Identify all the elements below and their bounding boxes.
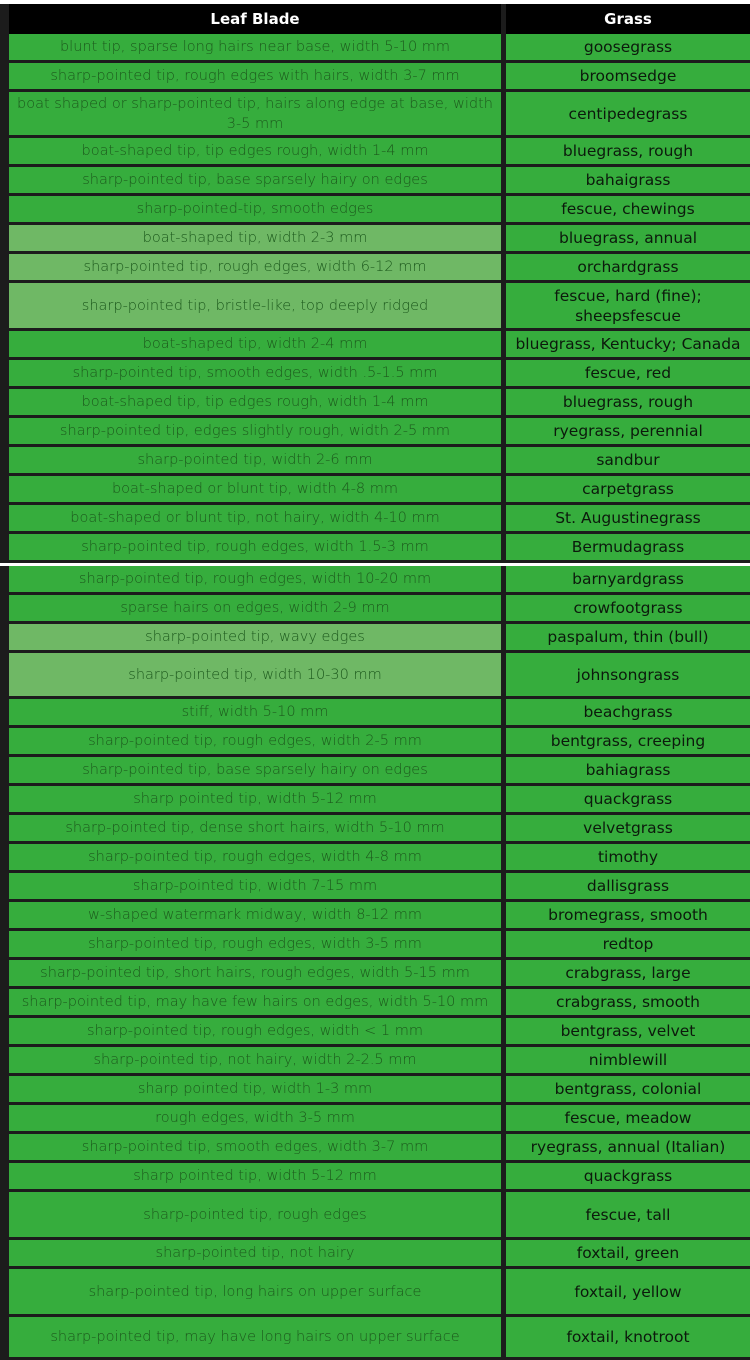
leaf-blade-cell: sharp-pointed tip, bristle-like, top deeply ridged xyxy=(9,283,501,328)
leaf-blade-cell: boat-shaped tip, tip edges rough, width 1-4 mm xyxy=(9,138,501,164)
table-row xyxy=(0,1317,750,1360)
grass-cell: crabgrass, large xyxy=(506,960,750,986)
leaf-blade-cell: sharp-pointed tip, wavy edges xyxy=(9,624,501,650)
table-row xyxy=(0,1134,750,1163)
grass-cell: foxtail, yellow xyxy=(506,1269,750,1314)
table-row xyxy=(0,331,750,360)
grass-cell: timothy xyxy=(506,844,750,870)
table-row xyxy=(0,1047,750,1076)
leaf-blade-cell: sparse hairs on edges, width 2-9 mm xyxy=(9,595,501,621)
table-row xyxy=(0,476,750,505)
table-row xyxy=(0,225,750,254)
table-row xyxy=(0,196,750,225)
leaf-blade-cell: sharp-pointed tip, not hairy xyxy=(9,1240,501,1266)
leaf-blade-cell: sharp-pointed tip, rough edges with hairs, width 3-7 mm xyxy=(9,63,501,89)
grass-cell: fescue, hard (fine); sheepsfescue xyxy=(506,283,750,328)
leaf-blade-cell: sharp-pointed tip, rough edges, width 3-5 mm xyxy=(9,931,501,957)
leaf-blade-cell: rough edges, width 3-5 mm xyxy=(9,1105,501,1131)
grass-cell: barnyardgrass xyxy=(506,566,750,592)
table-row xyxy=(0,960,750,989)
leaf-blade-cell: boat-shaped tip, tip edges rough, width 1-4 mm xyxy=(9,389,501,415)
grass-cell: bluegrass, annual xyxy=(506,225,750,251)
grass-cell: velvetgrass xyxy=(506,815,750,841)
leaf-blade-cell: boat shaped or sharp-pointed tip, hairs along edge at base, width 3-5 mm xyxy=(9,92,501,135)
grass-cell: bentgrass, velvet xyxy=(506,1018,750,1044)
grass-cell: johnsongrass xyxy=(506,653,750,696)
grass-cell: goosegrass xyxy=(506,34,750,60)
leaf-blade-cell: sharp-pointed tip, may have long hairs on upper surface xyxy=(9,1317,501,1357)
leaf-blade-cell: sharp-pointed tip, may have few hairs on edges, width 5-10 mm xyxy=(9,989,501,1015)
leaf-blade-cell: sharp-pointed tip, dense short hairs, width 5-10 mm xyxy=(9,815,501,841)
grass-cell: crowfootgrass xyxy=(506,595,750,621)
leaf-blade-cell: sharp-pointed tip, rough edges, width < 1 mm xyxy=(9,1018,501,1044)
table-row xyxy=(0,1018,750,1047)
table-row xyxy=(0,418,750,447)
grass-cell: bluegrass, Kentucky; Canada xyxy=(506,331,750,357)
table-row xyxy=(0,873,750,902)
grass-cell: crabgrass, smooth xyxy=(506,989,750,1015)
table-row xyxy=(0,566,750,595)
table-row xyxy=(0,786,750,815)
table-row xyxy=(0,447,750,476)
table-row xyxy=(0,167,750,196)
leaf-blade-cell: sharp-pointed tip, base sparsely hairy on edges xyxy=(9,167,501,193)
grass-header: Grass xyxy=(506,4,750,34)
grass-cell: fescue, meadow xyxy=(506,1105,750,1131)
table-row xyxy=(0,595,750,624)
leaf-blade-cell: sharp-pointed tip, rough edges xyxy=(9,1192,501,1237)
grass-cell: bluegrass, rough xyxy=(506,138,750,164)
leaf-blade-cell: sharp-pointed tip, rough edges, width 6-12 mm xyxy=(9,254,501,280)
leaf-blade-cell: sharp-pointed tip, edges slightly rough, width 2-5 mm xyxy=(9,418,501,444)
grass-cell: orchardgrass xyxy=(506,254,750,280)
table-row xyxy=(0,931,750,960)
grass-cell: foxtail, green xyxy=(506,1240,750,1266)
table-row xyxy=(0,1240,750,1269)
grass-cell: bromegrass, smooth xyxy=(506,902,750,928)
grass-cell: dallisgrass xyxy=(506,873,750,899)
table-row xyxy=(0,63,750,92)
grass-cell: St. Augustinegrass xyxy=(506,505,750,531)
grass-cell: quackgrass xyxy=(506,786,750,812)
grass-cell: sandbur xyxy=(506,447,750,473)
grass-cell: bluegrass, rough xyxy=(506,389,750,415)
table-row xyxy=(0,34,750,63)
leaf-blade-cell: boat-shaped or blunt tip, not hairy, width 4-10 mm xyxy=(9,505,501,531)
grass-cell: fescue, chewings xyxy=(506,196,750,222)
leaf-blade-cell: stiff, width 5-10 mm xyxy=(9,699,501,725)
table-row xyxy=(0,757,750,786)
grass-cell: quackgrass xyxy=(506,1163,750,1189)
leaf-blade-cell: sharp-pointed tip, width 10-30 mm xyxy=(9,653,501,696)
grass-cell: centipedegrass xyxy=(506,92,750,135)
leaf-blade-cell: blunt tip, sparse long hairs near base, width 5-10 mm xyxy=(9,34,501,60)
grass-cell: broomsedge xyxy=(506,63,750,89)
table-row xyxy=(0,844,750,873)
table-row xyxy=(0,815,750,844)
table-row xyxy=(0,1163,750,1192)
table-row xyxy=(0,534,750,563)
table-row xyxy=(0,624,750,653)
grass-cell: Bermudagrass xyxy=(506,534,750,560)
leaf-blade-cell: sharp-pointed tip, short hairs, rough edges, width 5-15 mm xyxy=(9,960,501,986)
table-row xyxy=(0,902,750,931)
leaf-blade-cell: sharp pointed tip, width 5-12 mm xyxy=(9,786,501,812)
grass-cell: bentgrass, creeping xyxy=(506,728,750,754)
leaf-blade-cell: sharp-pointed tip, rough edges, width 4-8 mm xyxy=(9,844,501,870)
leaf-blade-cell: sharp-pointed tip, not hairy, width 2-2.5 mm xyxy=(9,1047,501,1073)
grass-cell: bentgrass, colonial xyxy=(506,1076,750,1102)
leaf-blade-cell: w-shaped watermark midway, width 8-12 mm xyxy=(9,902,501,928)
leaf-blade-cell: sharp-pointed tip, base sparsely hairy on edges xyxy=(9,757,501,783)
leaf-blade-cell: boat-shaped or blunt tip, width 4-8 mm xyxy=(9,476,501,502)
table-row xyxy=(0,138,750,167)
grass-cell: fescue, red xyxy=(506,360,750,386)
grass-cell: fescue, tall xyxy=(506,1192,750,1237)
leaf-blade-cell: sharp-pointed tip, smooth edges, width .5-1.5 mm xyxy=(9,360,501,386)
grass-cell: beachgrass xyxy=(506,699,750,725)
table-row xyxy=(0,1192,750,1240)
table-row xyxy=(0,728,750,757)
grass-cell: bahaigrass xyxy=(506,167,750,193)
leaf-blade-cell: sharp-pointed tip, rough edges, width 1.5-3 mm xyxy=(9,534,501,560)
table-row xyxy=(0,92,750,138)
leaf-blade-cell: sharp pointed tip, width 1-3 mm xyxy=(9,1076,501,1102)
table-row xyxy=(0,1105,750,1134)
table-row xyxy=(0,699,750,728)
table-row xyxy=(0,283,750,331)
leaf-blade-cell: sharp-pointed tip, long hairs on upper surface xyxy=(9,1269,501,1314)
grass-cell: ryegrass, annual (Italian) xyxy=(506,1134,750,1160)
table-row xyxy=(0,1076,750,1105)
grass-cell: redtop xyxy=(506,931,750,957)
leaf-blade-cell: sharp-pointed tip, width 7-15 mm xyxy=(9,873,501,899)
grass-id-table-bottom xyxy=(0,566,750,1360)
table-row xyxy=(0,1269,750,1317)
table-row xyxy=(0,254,750,283)
grass-cell: ryegrass, perennial xyxy=(506,418,750,444)
grass-cell: nimblewill xyxy=(506,1047,750,1073)
grass-cell: paspalum, thin (bull) xyxy=(506,624,750,650)
leaf-blade-cell: sharp-pointed tip, smooth edges, width 3-7 mm xyxy=(9,1134,501,1160)
table-header-row xyxy=(0,4,750,34)
leaf-blade-cell: sharp-pointed tip, rough edges, width 10-20 mm xyxy=(9,566,501,592)
grass-cell: bahiagrass xyxy=(506,757,750,783)
leaf-blade-cell: sharp-pointed tip, width 2-6 mm xyxy=(9,447,501,473)
leaf-blade-header: Leaf Blade xyxy=(9,4,501,34)
table-row xyxy=(0,505,750,534)
leaf-blade-cell: sharp-pointed-tip, smooth edges xyxy=(9,196,501,222)
table-row xyxy=(0,360,750,389)
grass-cell: carpetgrass xyxy=(506,476,750,502)
leaf-blade-cell: boat-shaped tip, width 2-3 mm xyxy=(9,225,501,251)
table-row xyxy=(0,389,750,418)
leaf-blade-cell: boat-shaped tip, width 2-4 mm xyxy=(9,331,501,357)
table-row xyxy=(0,653,750,699)
grass-cell: foxtail, knotroot xyxy=(506,1317,750,1357)
leaf-blade-cell: sharp pointed tip, width 5-12 mm xyxy=(9,1163,501,1189)
leaf-blade-cell: sharp-pointed tip, rough edges, width 2-5 mm xyxy=(9,728,501,754)
grass-id-table-top xyxy=(0,4,750,563)
table-row xyxy=(0,989,750,1018)
